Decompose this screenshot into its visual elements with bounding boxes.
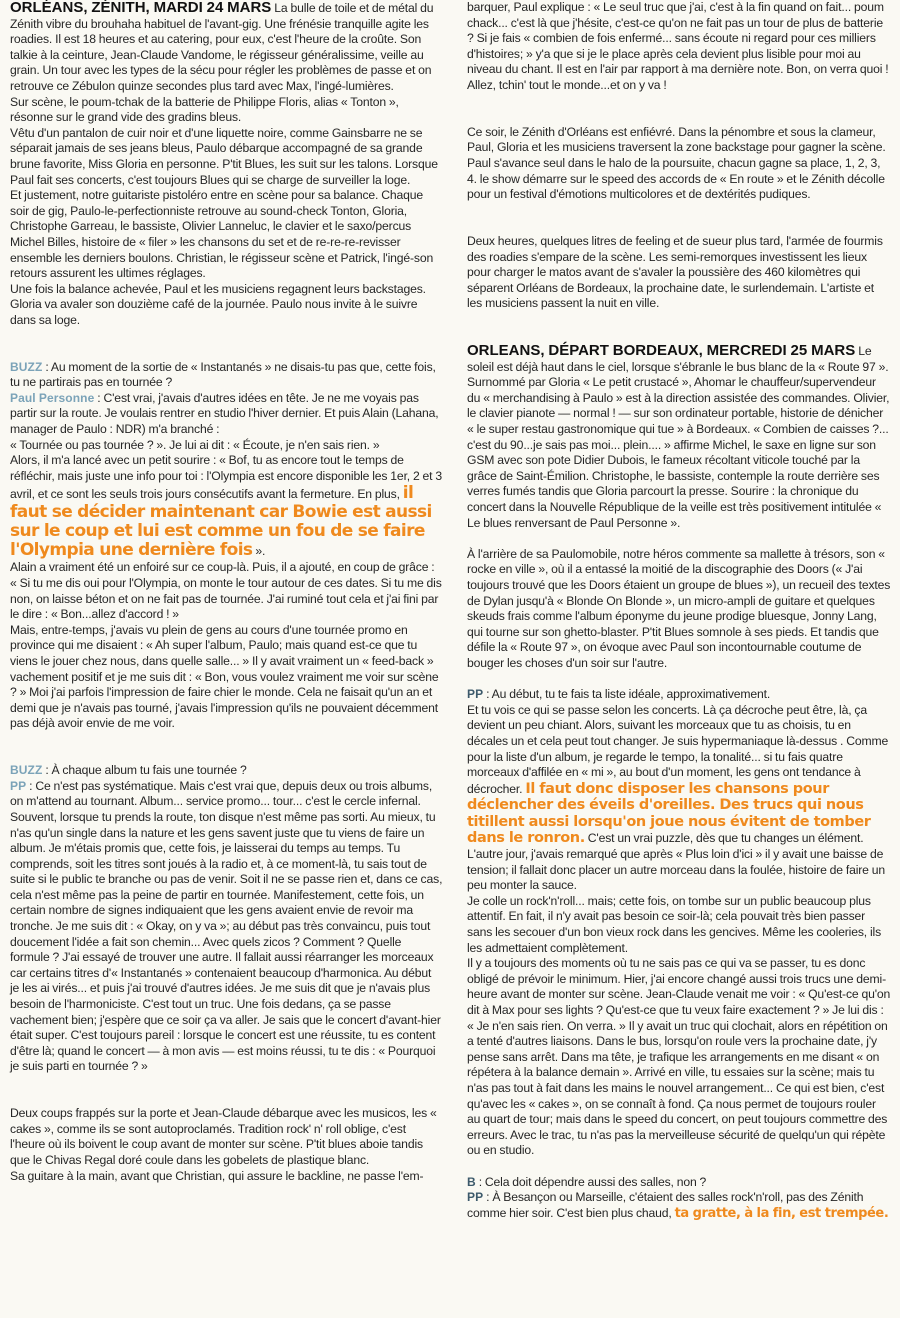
paragraph: Je colle un rock'n'roll... mais; cette fois, on tombe sur un public beaucoup plus attentif. En fait, il n'y avait pas besoin ce soir-là; cela pouvait très bien passer sans les secouer d'un bon vieux rock dans les gencives. Même les cooleries, ils les admettaient complètement. xyxy=(467,893,882,955)
speaker-buzz: BUZZ xyxy=(10,359,43,374)
spacer xyxy=(467,531,891,547)
spacer xyxy=(467,203,891,219)
paragraph: Il y a toujours des moments où tu ne sais pas ce qui va se passer, tu es donc obligé de prévoir le minimum. Hier, j'ai encore changé aussi trois trucs une demi-heure avant de monter sur scène. Jean-Claude venait me voir : « Qu'est-ce qu'on dit à Max pour ses lights ? Qu'est-ce que tu veux faire exactement ? » Je lui dis : « Je n'en sais rien. On verra. » Il y avait un truc qui clochait, alors en répétition on a tenté d'autres liaisons. Dans le bus, lorsqu'on roule vers la prochaine date, j'y pense sans arrêt. Dans ma tête, je trafique les arrangements en me disant « on répétera à la balance demain ». Arrivé en ville, tu essaies sur la scène; mais tu n'as pas tout à fait dans les mains le nouvel arrangement... Ce qui est bien, c'est qu'avec les « cakes », on se connaît à fond. Ça nous permet de toujours rouler au quart de tour; mais dans le speed du concert, on peut toujours commettre des erreurs. Avec le trac, tu n'as pas la merveilleuse sécurité de quelqu'un qui répète ou en studio. xyxy=(467,956,891,1158)
paragraph: Alors, il m'a lancé avec un petit sourire : « Bof, tu as encore tout le temps de réfléchir, mais juste une info pour toi : l'Olympia est encore disponible les 1er, 2 et 3 avril, et ce sont les seuls trois jours consécutifs avant la fermeture. En plus, il faut se décider maintenant car Bowie est aussi sur le coup et lui est comme un fou de se faire l'Olympia une dernière fois ». xyxy=(10,453,442,561)
speaker-pp: PP xyxy=(467,687,484,702)
paragraph: Ce soir, le Zénith d'Orléans est enfiévré. Dans la pénombre et sous la clameur, Paul, Gloria et les musiciens traversent la zone backstage pour gagner la scène. Paul s'avance seul dans le halo de la poursuite, chacun gagne sa place, 1, 2, 3, 4. le show démarre sur le speed des accords de « En route » et le Zénith décolle pour un festival d'émotions multicolores et de dextérités pudiques. xyxy=(467,124,886,202)
left-column xyxy=(10,0,443,1184)
answer: Paul Personne : C'est vrai, j'avais d'autres idées en tête. Je ne me voyais pas partir sur la route. Je voulais rentrer en studio l'hiver dernier. Et puis Alain (Lahana, manager de Paulo : NDR) m'a branché : xyxy=(10,390,439,437)
spacer xyxy=(467,94,891,110)
paragraph: Vêtu d'un pantalon de cuir noir et d'une liquette noire, comme Gainsbarre ne se séparait jamais de ses jeans bleus, Paulo débarque accompagné de sa grande brune favorite, Miss Gloria en personne. P'tit Blues, les suit sur les talons. Lorsque Paul fait ses concerts, c'est toujours Blues qui se charge de surveiller la loge. xyxy=(10,125,438,187)
paragraph: Et tu vois ce qui se passe selon les concerts. Là ça décroche peut être, là, ça devient un peu chiant. Alors, suivant les morceaux que tu as choisis, tu en décales un et cela peut tout changer. Je suis hypermaniaque là-dessus . Comme pour la liste d'un album, je regarde le tempo, la tonalité... si tu fais quatre morceaux d'affilée en « mi », au bout d'un moment, les gens ont tendance à décrocher. Il faut donc disposer les chansons pour déclencher des éveils d'oreilles. Des trucs qui nous titillent aussi lorsqu'on joue nous évitent de tomber dans le ronron. C'est un vrai puzzle, dès que tu changes un élément. xyxy=(467,702,889,847)
dateline-depart-bordeaux: ORLEANS, DÉPART BORDEAUX, MERCREDI 25 MARS xyxy=(467,342,856,360)
speaker-pp: PP xyxy=(10,778,27,793)
dateline-orleans-zenith: ORLÉANS, ZÉNITH, MARDI 24 MARS xyxy=(10,0,272,16)
speaker-paul-personne: Paul Personne xyxy=(10,390,95,405)
paragraph: Et justement, notre guitariste pistoléro entre en scène pour sa balance. Chaque soir de gig, Paulo-le-perfectionniste retrouve au sound-check Tonton, Gloria, Christophe Garreau, le bassiste, Olivier Lanneluc, le clavier et le saxo/percus Michel Billes, histoire de « filer » les chansons du set et de re-re-re-revisser ensemble les derniers boulons. Christian, le régisseur scène et Patrick, l'ingé-son retours assurent les ultimes réglages. xyxy=(10,188,434,281)
paragraph: À l'arrière de sa Paulomobile, notre héros commente sa mallette à trésors, son « rocke en ville », où il a entassé la moitié de la discographie des Doors (« J'ai toujours trouvé que les Doors étaient un groupe de blues »), un recueil des textes de Dylan jusqu'à « Blonde On Blonde », un micro-ampli de guitare et quelques skeuds frais comme l'album éponyme du jeune prodige bluesque, Jonny Lang, qui tourne sur son ghetto-blaster. P'tit Blues somnole à ses pieds. Et tandis que défile la « Route 97 », on évoque avec Paul son incontournable coutume de bouger les choses d'un soir sur l'autre. xyxy=(467,546,891,670)
paragraph: Deux heures, quelques litres de feeling et de sueur plus tard, l'armée de fourmis des roadies s'empare de la scène. Les semi-remorques investissent les lieux pour charger le matos avant de s'avaler la poussière des 460 kilomètres qui séparent Orléans de Bordeaux, la prochaine date, le surlendemain. L'artiste et les musiciens passent la nuit en ville. xyxy=(467,233,883,311)
spacer xyxy=(10,328,443,344)
paragraph: Deux coups frappés sur la porte et Jean-Claude débarque avec les musicos, les « cakes », comme ils se sont autoproclamés. Tradition rock' n' roll oblige, c'est l'heure où ils boivent le coup avant de monter sur scène. P'tit blues aboie tandis que le Chivas Regal doré coule dans les gobelets de plastique blanc. xyxy=(10,1106,437,1167)
spacer xyxy=(467,327,891,343)
speaker-buzz: BUZZ xyxy=(10,763,43,778)
spacer xyxy=(467,1159,891,1175)
spacer xyxy=(10,732,443,748)
speaker-b: B xyxy=(467,1174,476,1189)
answer: PP : À Besançon ou Marseille, c'étaient des salles rock'n'roll, pas des Zénith comme hier soir. C'est bien plus chaud, ta gratte, à la fin, est trempée. xyxy=(467,1190,889,1221)
paragraph: L'autre jour, j'avais remarqué que après « Plus loin d'ici » il y avait une baisse de tension; il fallait donc placer un autre morceau dans la foulée, histoire de faire un peu monter la sauce. xyxy=(467,847,885,893)
spacer xyxy=(10,1091,443,1107)
paragraph-intro: ORLÉANS, ZÉNITH, MARDI 24 MARS La bulle de toile et de métal du Zénith vibre du brouhaha habituel de l'avant-gig. Une frénésie tranquille agite les roadies. Il est 18 heures et au catering, pour eux, c'est l'heure de la croûte. Son talkie à la ceinture, Jean-Claude Vandome, le régisseur généralissime, veille au grain. Un tour avec les types de la sécu pour régler les problèmes de passe et on retrouve ce Zébulon quinze secondes plus tard avec Max, l'ingé-lumières. xyxy=(10,0,434,93)
spacer xyxy=(467,312,891,328)
paragraph: barquer, Paul explique : « Le seul truc que j'ai, c'est à la fin quand on fait... poum chack... c'est là que j'hésite, c'est-ce qu'on ne fait pas un tour de plus de batterie ? Si je fais « combien de fois enfermé... sans écoute ni regard pour ces milliers d'histoires; » y'a que si je le place après cela devient plus lisible pour moi au niveau du chant. Il est en l'air par rapport à ma dernière note. Bon, on verra quoi ! xyxy=(467,0,889,77)
pull-quote-gratte: ta gratte, à la fin, est trempée. xyxy=(674,1205,889,1221)
answer: PP : Au début, tu te fais ta liste idéale, approximativement. xyxy=(467,687,771,702)
question: BUZZ : Au moment de la sortie de « Instantanés » ne disais-tu pas que, cette fois, tu ne partirais pas en tournée ? xyxy=(10,359,436,390)
right-column xyxy=(467,0,891,1221)
question: B : Cela doit dépendre aussi des salles, non ? xyxy=(467,1174,707,1189)
paragraph: Alain a vraiment été un enfoiré sur ce coup-là. Puis, il a ajouté, en coup de grâce : « Si tu me dis oui pour l'Olympia, on monte le tour autour de ces dates. Si tu me dis non, on laisse béton et on ne fait pas de tournée. J'ai ruminé tout cela et j'ai fini par le dire : « Bon...allez d'accord ! » xyxy=(10,560,442,622)
paragraph: Sa guitare à la main, avant que Christian, qui assure le backline, ne passe l'em- xyxy=(10,1168,424,1183)
spacer xyxy=(467,218,891,234)
paragraph: « Tournée ou pas tournée ? ». Je lui ai dit : « Écoute, je n'en sais rien. » xyxy=(10,437,380,452)
spacer xyxy=(10,344,443,360)
spacer xyxy=(467,109,891,125)
paragraph: Mais, entre-temps, j'avais vu plein de gens au cours d'une tournée promo en province qui me disaient : « Ah super l'album, Paulo; mais quand est-ce que tu viens le jouer chez nous, dans quelle salle... » Il y avait vraiment un « feed-back » vachement positif et je me suis dit : « Bon, vous voulez vraiment me voir sur scène ? » Moi j'ai parfois l'impression de faire chier le monde. Cela ne faisait qu'un an et demi que je n'avais pas tourné, j'avais l'impression qu'ils ne pouvaient décemment pas déjà avoir envie de me voir. xyxy=(10,622,439,731)
paragraph: Allez, tchin' tout le monde...et on y va ! xyxy=(467,77,667,92)
pull-quote-eveils-oreilles: Il faut donc disposer les chansons pour déclencher des éveils d'oreilles. Des trucs qui nous titillent aussi lorsqu'on joue nous évitent de tomber dans le ronron. xyxy=(467,780,871,847)
spacer xyxy=(467,672,891,688)
pull-quote-bowie: il faut se décider maintenant car Bowie est aussi sur le coup et lui est comme un fou de se faire l'Olympia une dernière fois xyxy=(10,483,432,561)
spacer xyxy=(10,1075,443,1091)
paragraph: Une fois la balance achevée, Paul et les musiciens regagnent leurs backstages. Gloria va avaler son douzième café de la journée. Paulo nous invite à le suivre dans sa loge. xyxy=(10,281,426,327)
spacer xyxy=(10,748,443,764)
question: BUZZ : À chaque album tu fais une tournée ? xyxy=(10,763,247,778)
answer: PP : Ce n'est pas systématique. Mais c'est vrai que, depuis deux ou trois albums, on m'attend au tournant. Album... service promo... tour... c'est le cercle infernal. Souvent, lorsque tu prends la route, ton disque n'est même pas sorti. Au mieux, tu n'as qu'un single dans la nature et les gens savent juste que tu viens de faire un album. Je m'étais promis que, cette fois, je laisserai du temps au temps. Tu comprends, soit les titres sont joués à la radio et, à ce moment-là, tu sais tout de suite si le public te branche ou pas de venir. Soit il ne se passe rien et, dans ce cas, cela n'est même pas la peine de partir en tournée. Manifestement, cette fois, un certain nombre de signes indiquaient que les gens avaient envie de revoir ma tronche. Je me suis dit : « Okay, on y va »; au début pas très convaincu, puis tout doucement l'idée a fait son chemin... Avec quels zicos ? Comment ? Quelle formule ? J'ai essayé de trouver une autre. Il fallait aussi réarranger les morceaux car certains titres d'« Instantanés » contenaient beaucoup d'harmonica. Au début je les ai virés... et puis j'ai trouvé d'autres idées. Je me suis dit que je n'avais plus besoin de l'harmoniciste. C'est tout un truc. Une fois dedans, ça se passe vachement bien; j'espère que ce soir ça va aller. Je sais que le concert d'avant-hier était super. C'est toujours pareil : lorsque le concert est une réussite, tu es content d'être là; quand le concert — à mon avis — est moins réussi, tu te dis : « Pourquoi je suis parti en tournée ? » xyxy=(10,778,443,1074)
speaker-pp: PP xyxy=(467,1190,484,1205)
paragraph-bordeaux: ORLEANS, DÉPART BORDEAUX, MERCREDI 25 MARS Le soleil est déjà haut dans le ciel, lorsque s'ébranle le bus blanc de la « Route 97 ». Surnommé par Gloria « Le petit crustacé », Ahomar le chauffeur/supervendeur du « merchandising à Paulo » est à la direction assistée des commandes. Olivier, le clavier pianote — normal ! — sur son ordinateur portable, historie de dénicher « le super restau gastronomique qui tue » à Bordeaux. « Combien de caisses ?... c'est du 90...je sais pas moi... plein.... » affirme Michel, le saxe en ligne sur son GSM avec son pote Didier Dubois, le fameux récoltant viticole touché par la grâce de Saint-Émilion. Christophe, le bassiste, contemple la route derrière ses verres fumés tandis que Gloria parcourt la presse. Sourire : la chronique du concert dans la Nouvelle République de la veille est très positivement intitulée « Le blues renversant de Paul Personne ». xyxy=(467,342,890,530)
paragraph: Sur scène, le poum-tchak de la batterie de Philippe Floris, alias « Tonton », résonne sur le grand vide des gradins bleus. xyxy=(10,94,399,125)
